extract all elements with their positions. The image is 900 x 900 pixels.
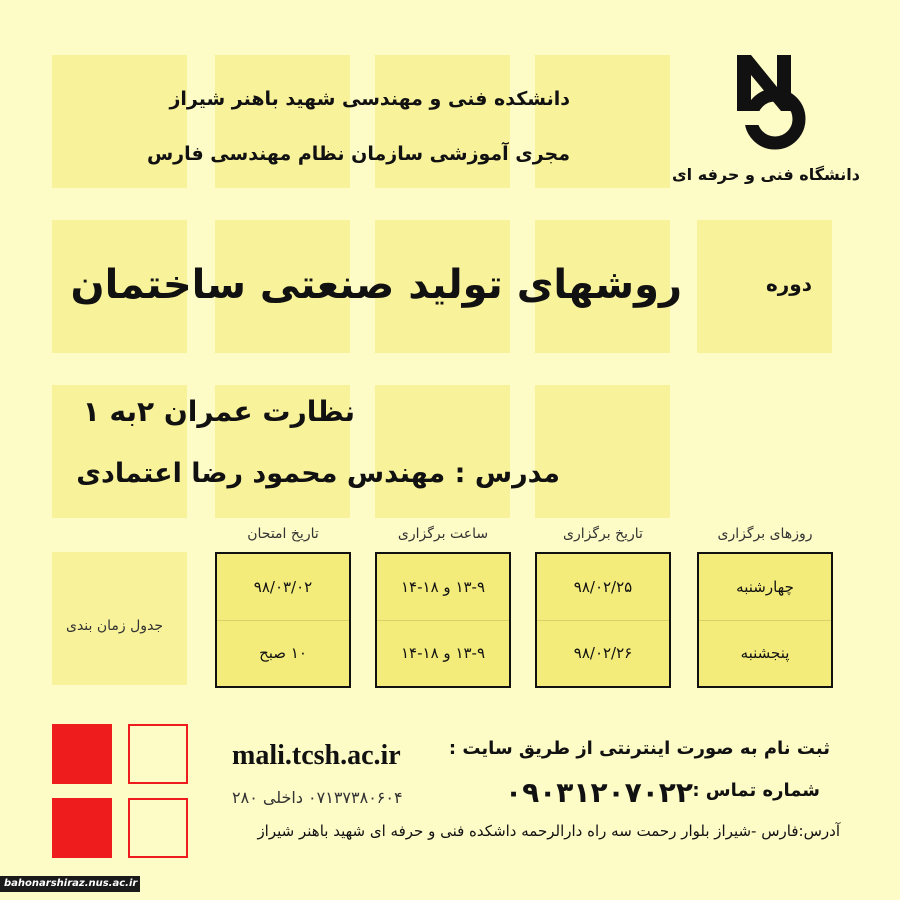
time-cell: ۱۳-۹ و ۱۸-۱۴	[377, 554, 509, 621]
day-cell: چهارشنبه	[699, 554, 831, 621]
exam-cell: ۱۰ صبح	[259, 644, 307, 662]
exam-cell: ۹۸/۰۳/۰۲	[217, 554, 349, 621]
decor-square-outline	[128, 724, 188, 784]
schedule-days-column	[697, 552, 833, 688]
university-name: دانشگاه فنی و حرفه ای	[672, 165, 860, 184]
schedule-dates-column	[535, 552, 671, 688]
header-times: ساعت برگزاری	[397, 526, 489, 542]
address: آدرس:فارس -شیراز بلوار رحمت سه راه دارالرحمه داشکده فنی و حرفه ای شهید باهنر شیراز	[257, 822, 840, 840]
decor-square-red	[52, 724, 112, 784]
header-days: روزهای برگزاری	[717, 526, 813, 542]
faculty-line: دانشکده فنی و مهندسی شهید باهنر شیراز	[169, 88, 570, 110]
header-dates: تاریخ برگزاری	[563, 526, 643, 542]
course-label: دوره	[765, 272, 812, 296]
phone-label: شماره تماس :	[692, 780, 820, 801]
bg-square	[52, 55, 187, 188]
bg-square	[375, 385, 510, 518]
phone-number[interactable]: ۰۹۰۳۱۲۰۷۰۲۲	[505, 776, 693, 809]
date-cell: ۹۸/۰۲/۲۶	[573, 644, 633, 662]
date-cell: ۹۸/۰۲/۲۵	[537, 554, 669, 621]
bg-square	[535, 55, 670, 188]
website-link[interactable]: mali.tcsh.ac.ir	[232, 740, 401, 771]
watermark: bahonarshiraz.nus.ac.ir	[0, 876, 140, 892]
bg-square	[215, 55, 350, 188]
decor-square-red	[52, 798, 112, 858]
course-title: روشهای تولید صنعتی ساختمان	[70, 262, 682, 308]
schedule-exam-column	[215, 552, 351, 688]
time-cell: ۱۳-۹ و ۱۸-۱۴	[400, 644, 486, 662]
bg-square	[535, 385, 670, 518]
instructor: مدرس : مهندس محمود رضا اعتمادی	[76, 458, 560, 489]
tvu-logo-icon	[725, 45, 825, 155]
decor-square-outline	[128, 798, 188, 858]
landline-number: ۰۷۱۳۷۳۸۰۶۰۴ داخلی ۲۸۰	[232, 788, 403, 807]
executor-line: مجری آموزشی سازمان نظام مهندسی فارس	[146, 143, 570, 165]
schedule-label: جدول زمان بندی	[66, 618, 164, 634]
header-exam: تاریخ امتحان	[247, 526, 319, 542]
course-category: نظارت عمران ۲به ۱	[82, 395, 355, 428]
registration-intro: ثبت نام به صورت اینترنتی از طریق سایت :	[448, 738, 830, 759]
schedule-times-column	[375, 552, 511, 688]
bg-square	[375, 55, 510, 188]
day-cell: پنجشنبه	[740, 644, 790, 662]
